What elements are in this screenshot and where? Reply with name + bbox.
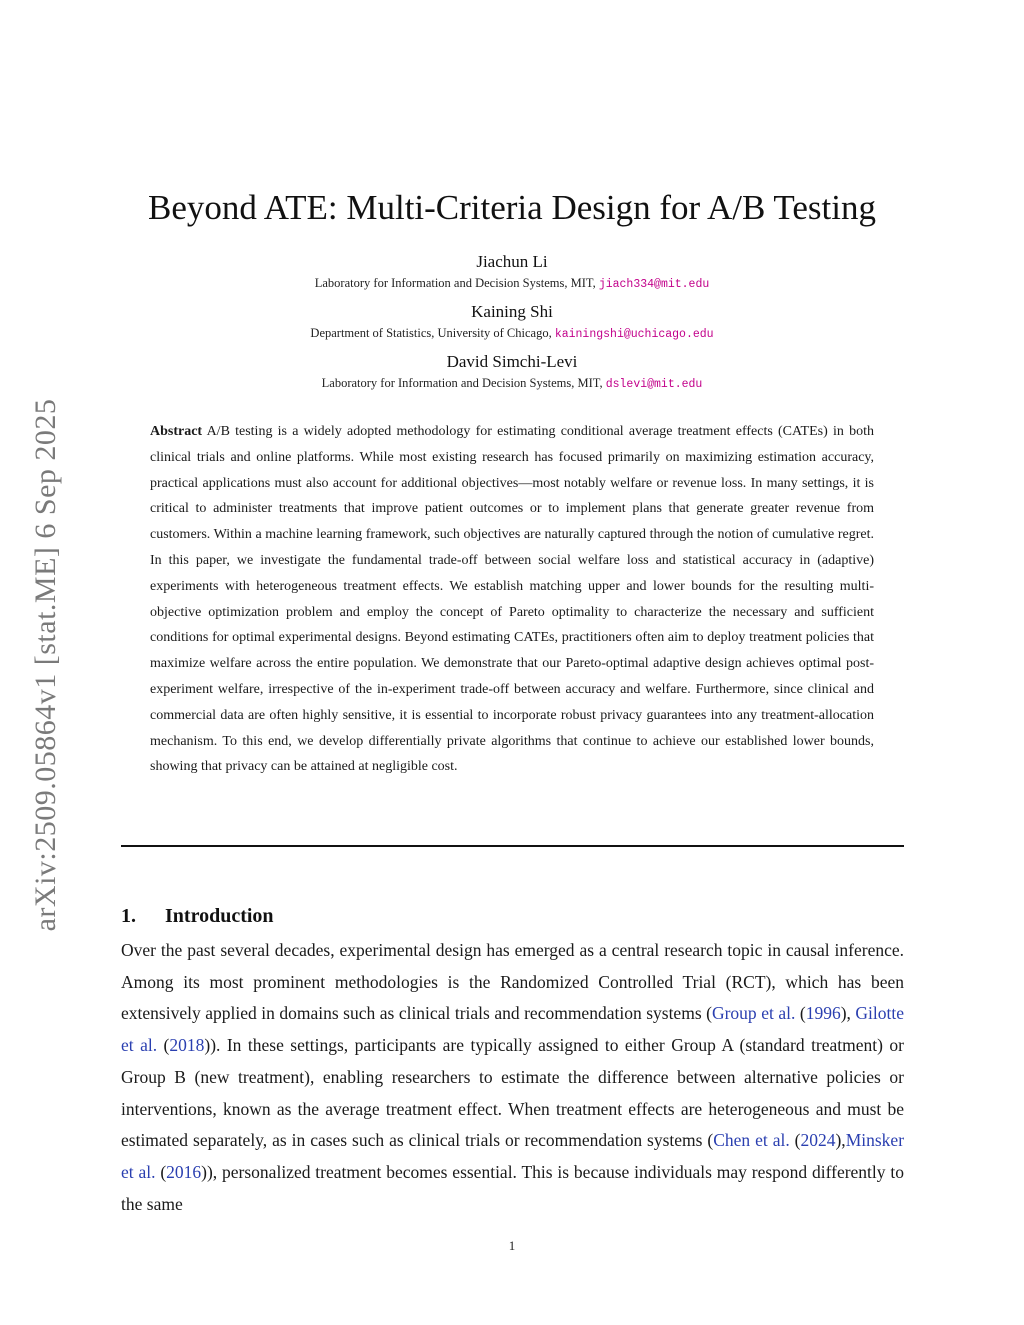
body-text: ), — [835, 1130, 846, 1151]
body-text: )). In these settings, participants are typically assigned to either Group A (standard treatment) or Group B (new treatment), enabling researchers to estimate the difference between alternative policies or interventions, known as the average treatment effect. When treatment effects are heterogeneous and must be estimated separately, as in cases such as clinical trials or recommendation systems ( — [121, 1035, 905, 1151]
citation-year-link[interactable]: 2018 — [169, 1035, 205, 1056]
author-name: Kaining Shi — [471, 302, 553, 321]
author-email-link[interactable]: dslevi@mit.edu — [605, 378, 703, 391]
arxiv-identifier[interactable]: arXiv:2509.05864v1 [stat.ME] 6 Sep 2025 — [29, 398, 62, 932]
author-email-link[interactable]: kainingshi@uchicago.edu — [554, 328, 714, 341]
affiliation-text: Laboratory for Information and Decision Systems, MIT, — [321, 376, 603, 390]
body-text: ( — [789, 1130, 801, 1151]
body-text: ( — [795, 1003, 806, 1024]
citation-link[interactable]: Minsker et al. — [121, 1130, 905, 1182]
citation-year-link[interactable]: 1996 — [805, 1003, 841, 1024]
author-affiliation — [0, 376, 1024, 391]
affiliation-text: Laboratory for Information and Decision Systems, MIT, — [314, 276, 596, 290]
abstract-label: Abstract — [150, 424, 203, 439]
citation-link[interactable]: Chen et al. — [713, 1130, 790, 1151]
author-affiliation — [0, 276, 1024, 291]
citation-year-link[interactable]: 2024 — [800, 1130, 836, 1151]
abstract — [150, 419, 874, 780]
body-text: ( — [155, 1161, 167, 1182]
horizontal-rule — [121, 845, 904, 847]
abstract-text: A/B testing is a widely adopted methodology for estimating conditional average treatment effects (CATEs) in both clinical trials and online platforms. While most existing research has focused primarily on maximizing estimation accuracy, practical applications must also account for additional objectives—most notably welfare or revenue loss. In many settings, it is critical to administer treatments that improve patient outcomes or to implement plans that generate greater revenue from customers. Within a machine learning framework, such objectives are naturally captured through the notion of cumulative regret. In this paper, we investigate the fundamental trade-off between social welfare loss and statistical accuracy in (adaptive) experiments with heterogeneous treatment effects. We establish matching upper and lower bounds for the resulting multi-objective optimization problem and employ the concept of Pareto optimality to characterize the necessary and sufficient conditions for optimal experimental designs. Beyond estimating CATEs, practitioners often aim to deploy treatment policies that maximize welfare across the entire population. We demonstrate that our Pareto-optimal adaptive design achieves optimal post-experiment welfare, irrespective of the in-experiment trade-off between accuracy and welfare. Furthermore, since clinical and commercial data are often highly sensitive, it is essential to incorporate robust privacy guarantees into any treatment-allocation mechanism. To this end, we develop differentially private algorithms that continue to achieve our established lower bounds, showing that privacy can be attained at negligible cost. — [150, 424, 874, 775]
citation-year-link[interactable]: 2016 — [166, 1161, 202, 1182]
section-number: 1. — [121, 905, 136, 927]
author-email-link[interactable]: jiach334@mit.edu — [598, 278, 710, 291]
section-title: Introduction — [165, 905, 274, 927]
body-text: ( — [157, 1035, 170, 1056]
citation-link[interactable]: Gilotte et al. — [121, 1003, 905, 1056]
body-text: ), — [840, 1003, 856, 1024]
author-name: Jiachun Li — [476, 252, 548, 271]
body-text: )), personalized treatment becomes essential. This is because individuals may respond differently to the same — [121, 1161, 904, 1214]
section-heading — [121, 905, 274, 928]
paper-title: Beyond ATE: Multi-Criteria Design for A/B Testing — [148, 188, 876, 227]
body-text: Over the past several decades, experimental design has emerged as a central research topic in causal inference. Among its most prominent methodologies is the Randomized Controlled Trial (RCT), which has been extensively applied in domains such as clinical trials and recommendation systems ( — [121, 940, 904, 1024]
citation-link[interactable]: Group et al. — [711, 1003, 796, 1024]
page-number: 1 — [508, 1238, 516, 1253]
author-name: David Simchi-Levi — [446, 352, 578, 371]
affiliation-text: Department of Statistics, University of Chicago, — [310, 326, 552, 340]
author-affiliation — [0, 326, 1024, 341]
intro-paragraph — [121, 935, 904, 1220]
